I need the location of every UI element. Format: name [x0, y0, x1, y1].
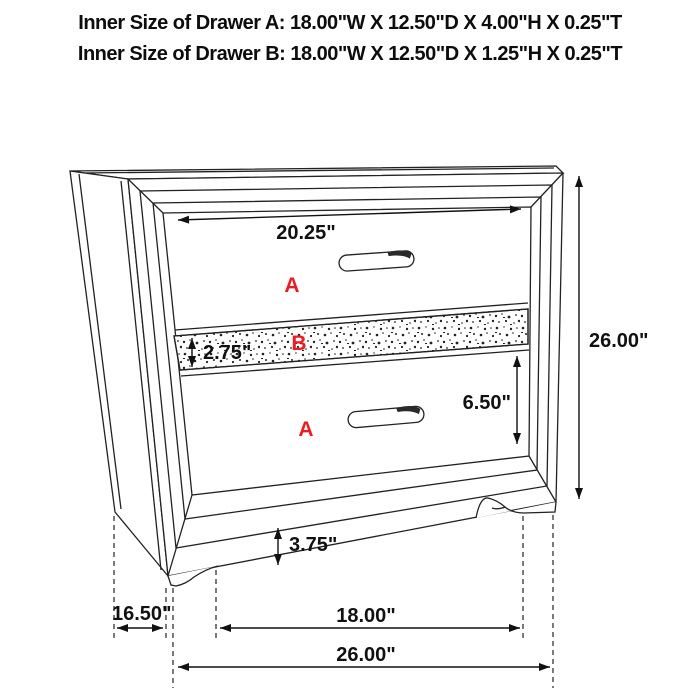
dimension-total-width: [178, 644, 550, 667]
strip-height-label: 2.75": [203, 342, 252, 364]
inner-width-label: 20.25": [276, 222, 336, 244]
side-depth-label: 16.50": [112, 603, 172, 625]
drawer-b-size-text: Inner Size of Drawer B: 18.00"W X 12.50"D X 1.25"H X 0.25"T: [77, 43, 623, 65]
total-width-label: 26.00": [336, 644, 396, 666]
bottom-drawer-label: A: [298, 418, 314, 441]
middle-strip-label: B: [291, 332, 307, 355]
top-drawer-label: A: [284, 274, 300, 297]
drawer-a-size-text: Inner Size of Drawer A: 18.00"W X 12.50"D X 4.00"H X 0.25"T: [78, 12, 622, 34]
total-height-label: 26.00": [589, 330, 649, 352]
inner-base-width-label: 18.00": [336, 605, 396, 627]
dimension-inner-base-width: [220, 605, 520, 628]
dimension-total-height: [579, 176, 649, 499]
dimension-side-depth: [112, 603, 172, 628]
drawer-opening-height-label: 6.50": [462, 392, 511, 414]
leg-height-label: 3.75": [289, 534, 338, 556]
